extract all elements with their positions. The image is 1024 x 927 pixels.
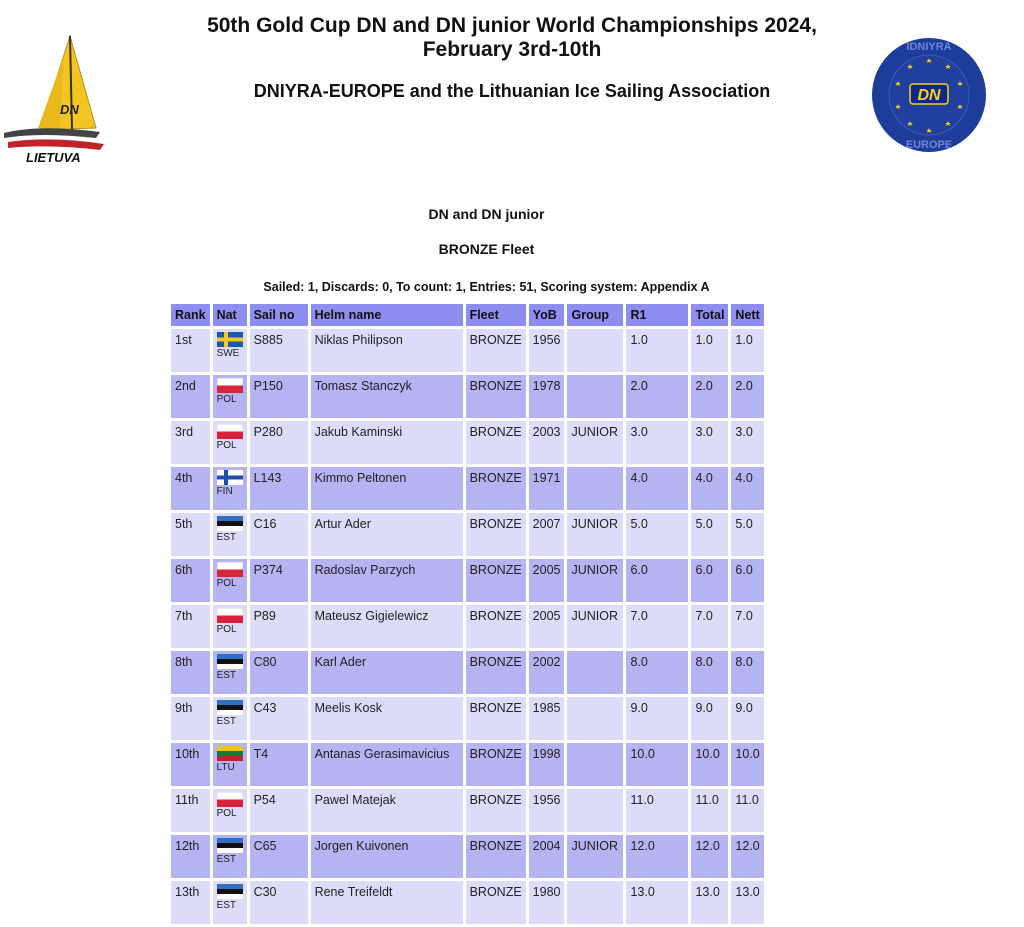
nett-cell: 4.0 [731,467,763,510]
flag-est-icon [217,838,243,853]
group-cell: JUNIOR [567,421,623,464]
rank-cell: 6th [171,559,210,602]
col-header: R1 [626,304,688,326]
nat-code: EST [216,716,237,727]
nat-cell [213,605,247,648]
group-cell [567,789,623,832]
total-cell: 10.0 [691,743,728,786]
group-cell: JUNIOR [567,835,623,878]
r1-cell: 1.0 [626,329,688,372]
title-line-1: 50th Gold Cup DN and DN junior World Championships 2024, [207,14,817,37]
header-row [171,304,764,326]
rank-cell: 13th [171,881,210,924]
rank-cell: 12th [171,835,210,878]
group-cell [567,881,623,924]
page-title [0,14,1024,62]
nat-cell [213,375,247,418]
col-header: Total [691,304,728,326]
table-row [171,697,764,740]
sail-no-cell: P54 [250,789,308,832]
nat-code: EST [216,854,237,865]
svg-text:IDNIYRA: IDNIYRA [906,41,952,53]
nat-cell [213,559,247,602]
col-header: Nett [731,304,763,326]
nat-code: POL [216,394,237,405]
flag-est-icon [217,654,243,669]
helm-name-cell: Niklas Philipson [311,329,463,372]
fleet-cell: BRONZE [466,329,526,372]
r1-cell: 4.0 [626,467,688,510]
yob-cell: 2004 [529,835,565,878]
total-cell: 2.0 [691,375,728,418]
table-row [171,651,764,694]
sail-no-cell: C80 [250,651,308,694]
nat-code: EST [216,532,237,543]
r1-cell: 7.0 [626,605,688,648]
fleet-cell: BRONZE [466,789,526,832]
nat-cell [213,789,247,832]
fleet-cell: BRONZE [466,835,526,878]
col-header: YoB [529,304,565,326]
table-row [171,881,764,924]
sail-no-cell: P280 [250,421,308,464]
nett-cell: 11.0 [731,789,763,832]
nett-cell: 12.0 [731,835,763,878]
yob-cell: 2005 [529,559,565,602]
table-row [171,467,764,510]
rank-cell: 1st [171,329,210,372]
class-heading: DN and DN junior [428,206,545,222]
nat-code: EST [216,670,237,681]
fleet-cell: BRONZE [466,467,526,510]
scoring-summary: Sailed: 1, Discards: 0, To count: 1, Entries: 51, Scoring system: Appendix A [263,280,710,294]
table-row [171,605,764,648]
total-cell: 1.0 [691,329,728,372]
r1-cell: 5.0 [626,513,688,556]
table-row [171,513,764,556]
nat-code: FIN [216,486,233,497]
fleet-cell: BRONZE [466,651,526,694]
helm-name-cell: Kimmo Peltonen [311,467,463,510]
yob-cell: 2003 [529,421,565,464]
rank-cell: 2nd [171,375,210,418]
col-header: Nat [213,304,247,326]
table-row [171,375,764,418]
col-header: Rank [171,304,210,326]
fleet-cell: BRONZE [466,743,526,786]
svg-text:EUROPE: EUROPE [905,139,953,151]
sail-no-cell: C30 [250,881,308,924]
helm-name-cell: Jakub Kaminski [311,421,463,464]
fleet-cell: BRONZE [466,881,526,924]
flag-pol-icon [217,378,243,393]
helm-name-cell: Jorgen Kuivonen [311,835,463,878]
helm-name-cell: Radoslav Parzych [311,559,463,602]
table-row [171,789,764,832]
sail-no-cell: C16 [250,513,308,556]
helm-name-cell: Tomasz Stanczyk [311,375,463,418]
total-cell: 5.0 [691,513,728,556]
group-cell: JUNIOR [567,559,623,602]
flag-ltu-icon [217,746,243,761]
sail-no-cell: C65 [250,835,308,878]
group-cell: JUNIOR [567,605,623,648]
nat-cell [213,513,247,556]
group-cell: JUNIOR [567,513,623,556]
nett-cell: 1.0 [731,329,763,372]
rank-cell: 7th [171,605,210,648]
nett-cell: 8.0 [731,651,763,694]
title-line-2: February 3rd-10th [422,38,602,61]
total-cell: 8.0 [691,651,728,694]
fleet-cell: BRONZE [466,513,526,556]
col-header: Group [567,304,623,326]
nat-cell [213,421,247,464]
results-table [168,301,767,927]
helm-name-cell: Pawel Matejak [311,789,463,832]
fleet-cell: BRONZE [466,605,526,648]
col-header: Sail no [250,304,308,326]
helm-name-cell: Rene Treifeldt [311,881,463,924]
nat-cell [213,467,247,510]
organizers: DNIYRA-EUROPE and the Lithuanian Ice Sailing Association [253,81,771,101]
nett-cell: 5.0 [731,513,763,556]
yob-cell: 2007 [529,513,565,556]
flag-est-icon [217,700,243,715]
nat-cell [213,835,247,878]
nett-cell: 9.0 [731,697,763,740]
nat-cell [213,697,247,740]
fleet-heading: BRONZE Fleet [438,241,535,257]
table-row [171,329,764,372]
sail-no-cell: P89 [250,605,308,648]
total-cell: 13.0 [691,881,728,924]
nett-cell: 3.0 [731,421,763,464]
total-cell: 9.0 [691,697,728,740]
col-header: Helm name [311,304,463,326]
helm-name-cell: Meelis Kosk [311,697,463,740]
helm-name-cell: Mateusz Gigielewicz [311,605,463,648]
rank-cell: 9th [171,697,210,740]
flag-pol-icon [217,562,243,577]
rank-cell: 5th [171,513,210,556]
helm-name-cell: Karl Ader [311,651,463,694]
nat-code: POL [216,808,237,819]
sail-no-cell: P150 [250,375,308,418]
rank-cell: 8th [171,651,210,694]
flag-swe-icon [217,332,243,347]
rank-cell: 4th [171,467,210,510]
nat-code: LTU [216,762,235,773]
r1-cell: 3.0 [626,421,688,464]
nat-cell [213,329,247,372]
total-cell: 12.0 [691,835,728,878]
rank-cell: 3rd [171,421,210,464]
yob-cell: 1985 [529,697,565,740]
total-cell: 3.0 [691,421,728,464]
yob-cell: 2005 [529,605,565,648]
group-cell [567,375,623,418]
sail-no-cell: S885 [250,329,308,372]
col-header: Fleet [466,304,526,326]
r1-cell: 13.0 [626,881,688,924]
results-body [171,329,764,924]
nett-cell: 7.0 [731,605,763,648]
table-row [171,559,764,602]
nett-cell: 6.0 [731,559,763,602]
rank-cell: 11th [171,789,210,832]
group-cell [567,743,623,786]
group-cell [567,467,623,510]
nat-cell [213,651,247,694]
total-cell: 11.0 [691,789,728,832]
nett-cell: 13.0 [731,881,763,924]
nett-cell: 2.0 [731,375,763,418]
nett-cell: 10.0 [731,743,763,786]
flag-pol-icon [217,424,243,439]
nat-code: POL [216,440,237,451]
total-cell: 6.0 [691,559,728,602]
sail-no-cell: C43 [250,697,308,740]
fleet-cell: BRONZE [466,559,526,602]
fleet-cell: BRONZE [466,421,526,464]
rank-cell: 10th [171,743,210,786]
fleet-cell: BRONZE [466,375,526,418]
yob-cell: 1980 [529,881,565,924]
yob-cell: 1956 [529,329,565,372]
nat-cell [213,881,247,924]
table-row [171,743,764,786]
total-cell: 4.0 [691,467,728,510]
r1-cell: 11.0 [626,789,688,832]
sail-no-cell: P374 [250,559,308,602]
helm-name-cell: Antanas Gerasimavicius [311,743,463,786]
yob-cell: 1956 [529,789,565,832]
r1-cell: 2.0 [626,375,688,418]
svg-text:DN: DN [917,87,941,104]
r1-cell: 10.0 [626,743,688,786]
yob-cell: 1971 [529,467,565,510]
group-cell [567,651,623,694]
nat-code: SWE [216,348,240,359]
group-cell [567,329,623,372]
helm-name-cell: Artur Ader [311,513,463,556]
sail-no-cell: L143 [250,467,308,510]
flag-pol-icon [217,608,243,623]
flag-est-icon [217,884,243,899]
fleet-cell: BRONZE [466,697,526,740]
nat-code: EST [216,900,237,911]
flag-est-icon [217,516,243,531]
group-cell [567,697,623,740]
sail-no-cell: T4 [250,743,308,786]
table-row [171,835,764,878]
svg-text:LIETUVA: LIETUVA [26,150,81,165]
nat-cell [213,743,247,786]
nat-code: POL [216,624,237,635]
flag-fin-icon [217,470,243,485]
svg-text:DN: DN [60,102,79,117]
r1-cell: 12.0 [626,835,688,878]
nat-code: POL [216,578,237,589]
total-cell: 7.0 [691,605,728,648]
r1-cell: 8.0 [626,651,688,694]
yob-cell: 2002 [529,651,565,694]
table-row [171,421,764,464]
yob-cell: 1998 [529,743,565,786]
r1-cell: 6.0 [626,559,688,602]
flag-pol-icon [217,792,243,807]
yob-cell: 1978 [529,375,565,418]
r1-cell: 9.0 [626,697,688,740]
